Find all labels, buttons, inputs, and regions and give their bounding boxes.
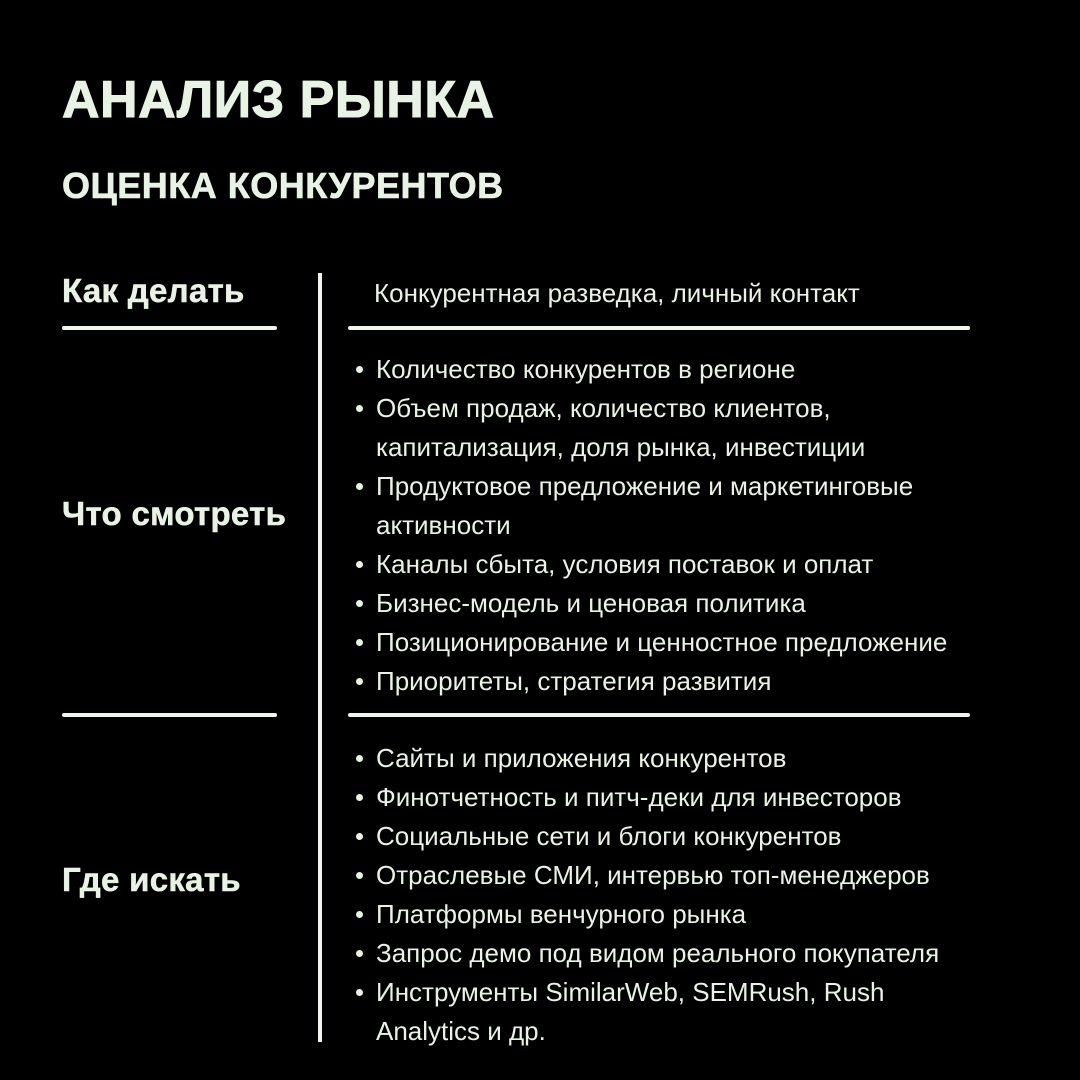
row-label-cell <box>62 717 318 1063</box>
row-label-cell <box>62 270 318 330</box>
page-subtitle: ОЦЕНКА КОНКУРЕНТОВ <box>62 165 504 206</box>
list-item-text: Сайты и приложения конкурентов <box>376 743 787 773</box>
bullet-dot-icon <box>356 911 363 918</box>
list-item-text: Количество конкурентов в регионе <box>376 354 796 384</box>
list-item <box>348 545 970 584</box>
list-item <box>348 623 970 662</box>
row-label: Как делать <box>62 272 245 309</box>
bullet-dot-icon <box>356 600 363 607</box>
bullet-dot-icon <box>356 755 363 762</box>
bullet-dot-icon <box>356 833 363 840</box>
list-item <box>348 467 970 545</box>
row-content-cell <box>348 717 970 1063</box>
list-item-text: Приоритеты, стратегия развития <box>376 666 772 696</box>
bullet-dot-icon <box>356 950 363 957</box>
list-item-text: Объем продаж, количество клиентов, капитализация, доля рынка, инвестиции <box>376 393 866 462</box>
list-item-text: Отраслевые СМИ, интервью топ-менеджеров <box>376 860 930 890</box>
table-row-what <box>62 330 1062 717</box>
list-item <box>348 895 970 934</box>
row-text: Конкурентная разведка, личный контакт <box>374 278 860 308</box>
list-item-text: Каналы сбыта, условия поставок и оплат <box>376 549 874 579</box>
page-title: АНАЛИЗ РЫНКА <box>62 71 495 129</box>
row-label-cell <box>62 330 318 717</box>
bullet-list <box>348 330 970 713</box>
table-row-how <box>62 270 1062 330</box>
list-item-text: Инструменты SimilarWeb, SEMRush, Rush Analytics и др. <box>376 977 885 1046</box>
bullet-dot-icon <box>356 678 363 685</box>
table-row-where <box>62 717 1062 1063</box>
comparison-table <box>62 270 1062 1063</box>
list-item-text: Финотчетность и питч-деки для инвесторов <box>376 782 902 812</box>
bullet-dot-icon <box>356 483 363 490</box>
row-label: Что смотреть <box>62 494 287 532</box>
list-item-text: Позиционирование и ценностное предложение <box>376 627 948 657</box>
bullet-dot-icon <box>356 872 363 879</box>
list-item-text: Запрос демо под видом реального покупателя <box>376 938 940 968</box>
list-item-text: Социальные сети и блоги конкурентов <box>376 821 842 851</box>
list-item <box>348 856 970 895</box>
list-item <box>348 817 970 856</box>
row-content-cell <box>348 330 970 717</box>
bullet-dot-icon <box>356 366 363 373</box>
row-content-cell <box>348 270 970 330</box>
list-item <box>348 662 970 701</box>
bullet-list <box>348 717 970 1063</box>
list-item <box>348 389 970 467</box>
bullet-dot-icon <box>356 794 363 801</box>
bullet-dot-icon <box>356 639 363 646</box>
list-item-text: Продуктовое предложение и маркетинговые активности <box>376 471 914 540</box>
list-item-text: Платформы венчурного рынка <box>376 899 747 929</box>
list-item <box>348 584 970 623</box>
list-item <box>348 973 970 1051</box>
list-item <box>348 934 970 973</box>
list-item-text: Бизнес-модель и ценовая политика <box>376 588 806 618</box>
row-label: Где искать <box>62 861 241 898</box>
bullet-dot-icon <box>356 561 363 568</box>
list-item <box>348 778 970 817</box>
list-item <box>348 350 970 389</box>
bullet-dot-icon <box>356 405 363 412</box>
bullet-dot-icon <box>356 989 363 996</box>
list-item <box>348 739 970 778</box>
